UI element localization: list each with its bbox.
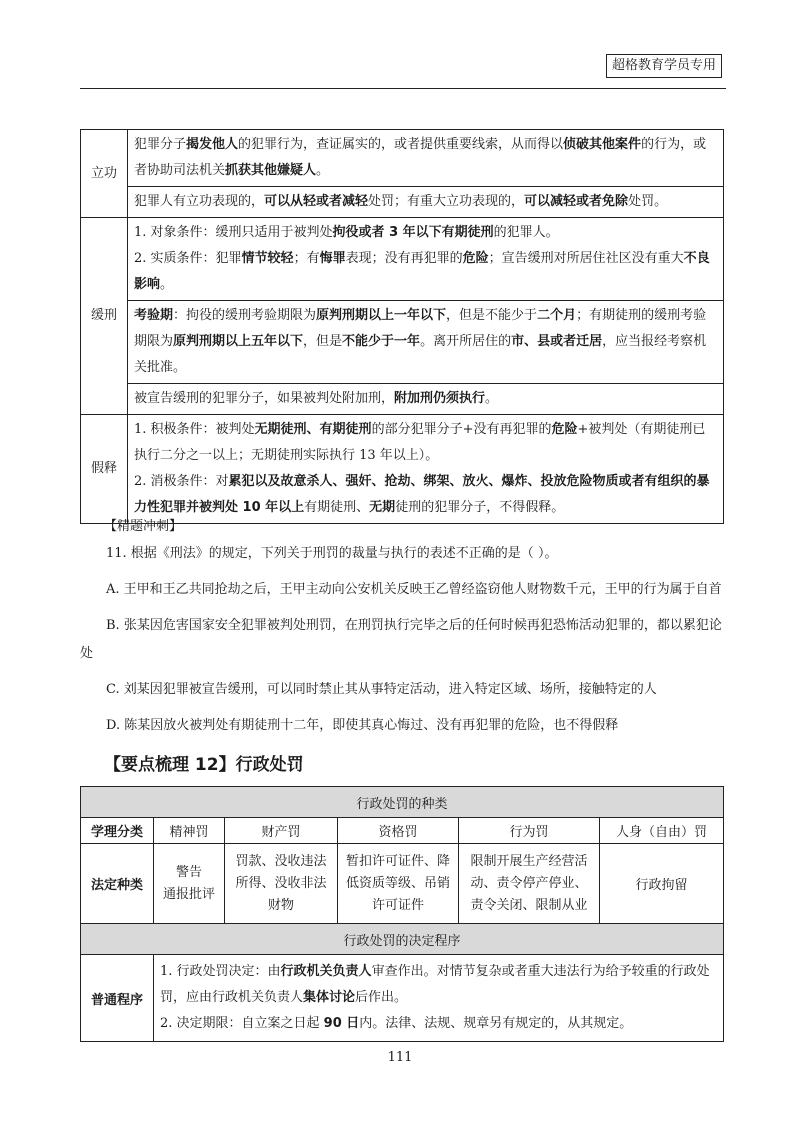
jiashi-condition-1: 1. 积极条件：被判处无期徒刑、有期徒刑的部分犯罪分子+没有再犯罪的危险+被判处（有期徒刑已执行二分之一以上；无期徒刑实际执行 13 年以上）。	[134, 422, 706, 463]
types-title: 行政处罚的种类	[81, 787, 724, 818]
legal-spiritual: 警告 通报批评	[154, 844, 225, 924]
theory-spiritual: 精神罚	[154, 818, 225, 844]
normal-procedure-decision: 1. 行政处罚决定：由行政机关负责人审查作出。对情节复杂或者重大违法行为给予较重的行政处罚，应由行政机关负责人集体讨论后作出。	[160, 964, 710, 1005]
page-number: 111	[387, 1050, 413, 1065]
huanxing-additional: 被宣告缓刑的犯罪分子，如果被判处附加刑，附加刑仍须执行。	[128, 384, 724, 415]
theory-property: 财产罚	[225, 818, 338, 844]
row-label-huanxing: 缓刑	[81, 218, 128, 415]
jiashi-conditions	[128, 415, 724, 524]
keypoint-title: 【要点梳理 12】行政处罚	[104, 755, 304, 775]
legal-label: 法定种类	[81, 844, 154, 924]
jiashi-condition-2: 2. 消极条件：对累犯以及故意杀人、强奸、抢劫、绑架、放火、爆炸、投放危险物质或者有组织的暴力性犯罪并被判处 10 年以上有期徒刑、无期徒刑的犯罪分子，不得假释。	[134, 474, 710, 515]
legal-personal: 行政拘留	[600, 844, 724, 924]
row-label-ligong: 立功	[81, 130, 128, 218]
normal-procedure-label: 普通程序	[81, 955, 154, 1042]
penalty-table	[80, 129, 724, 524]
header-tag: 超格教育学员专用	[606, 54, 722, 78]
theory-label: 学理分类	[81, 818, 154, 844]
huanxing-probation: 考验期：拘役的缓刑考验期限为原判刑期以上一年以下，但是不能少于二个月；有期徒刑的缓刑考验期限为原判刑期以上五年以下，但是不能少于一年。离开所居住的市、县或者迁居，应当报经考察机关批准。	[128, 301, 724, 384]
admin-penalty-table	[80, 786, 724, 1042]
huanxing-conditions	[128, 218, 724, 301]
drill-question-block	[80, 540, 726, 748]
huanxing-condition-2: 2. 实质条件：犯罪情节较轻；有悔罪表现；没有再犯罪的危险；宣告缓刑对所居住社区没有重大不良影响。	[134, 251, 710, 292]
huanxing-condition-1: 1. 对象条件：缓刑只适用于被判处拘役或者 3 年以下有期徒刑的犯罪人。	[134, 225, 559, 240]
theory-qualification: 资格罚	[338, 818, 459, 844]
option-c: C. 刘某因犯罪被宣告缓刑，可以同时禁止其从事特定活动，进入特定区域、场所，接触特定的人	[106, 682, 657, 697]
option-d: D. 陈某因放火被判处有期徒刑十二年，即使其真心悔过、没有再犯罪的危险，也不得假释	[106, 718, 619, 733]
question-stem: 11. 根据《刑法》的规定，下列关于刑罚的裁量与执行的表述不正确的是（ ）。	[106, 546, 558, 561]
normal-procedure-content	[154, 955, 724, 1042]
theory-personal: 人身（自由）罚	[600, 818, 724, 844]
normal-procedure-deadline: 2. 决定期限：自立案之日起 90 日内。法律、法规、规章另有规定的，从其规定。	[160, 1016, 633, 1031]
procedure-title: 行政处罚的决定程序	[81, 924, 724, 955]
ligong-effect: 犯罪人有立功表现的，可以从轻或者减轻处罚；有重大立功表现的，可以减轻或者免除处罚。	[128, 187, 724, 218]
drill-title: 【精题冲刺】	[104, 519, 183, 534]
theory-behavior: 行为罚	[459, 818, 600, 844]
legal-property: 罚款、没收违法 所得、没收非法 财物	[225, 844, 338, 924]
legal-qualification: 暂扣许可证件、降 低资质等级、吊销 许可证件	[338, 844, 459, 924]
row-label-jiashi: 假释	[81, 415, 128, 524]
ligong-definition: 犯罪分子揭发他人的犯罪行为，查证属实的，或者提供重要线索，从而得以侦破其他案件的行为，或者协助司法机关抓获其他嫌疑人。	[128, 130, 724, 187]
option-a: A. 王甲和王乙共同抢劫之后，王甲主动向公安机关反映王乙曾经盗窃他人财物数千元，王甲的行为属于自首	[106, 582, 722, 597]
option-b: B. 张某因危害国家安全犯罪被判处刑罚，在刑罚执行完毕之后的任何时候再犯恐怖活动犯罪的，都以累犯论处	[80, 618, 722, 661]
legal-behavior: 限制开展生产经营活 动、责令停产停业、 责令关闭、限制从业	[459, 844, 600, 924]
header-divider	[80, 88, 726, 89]
